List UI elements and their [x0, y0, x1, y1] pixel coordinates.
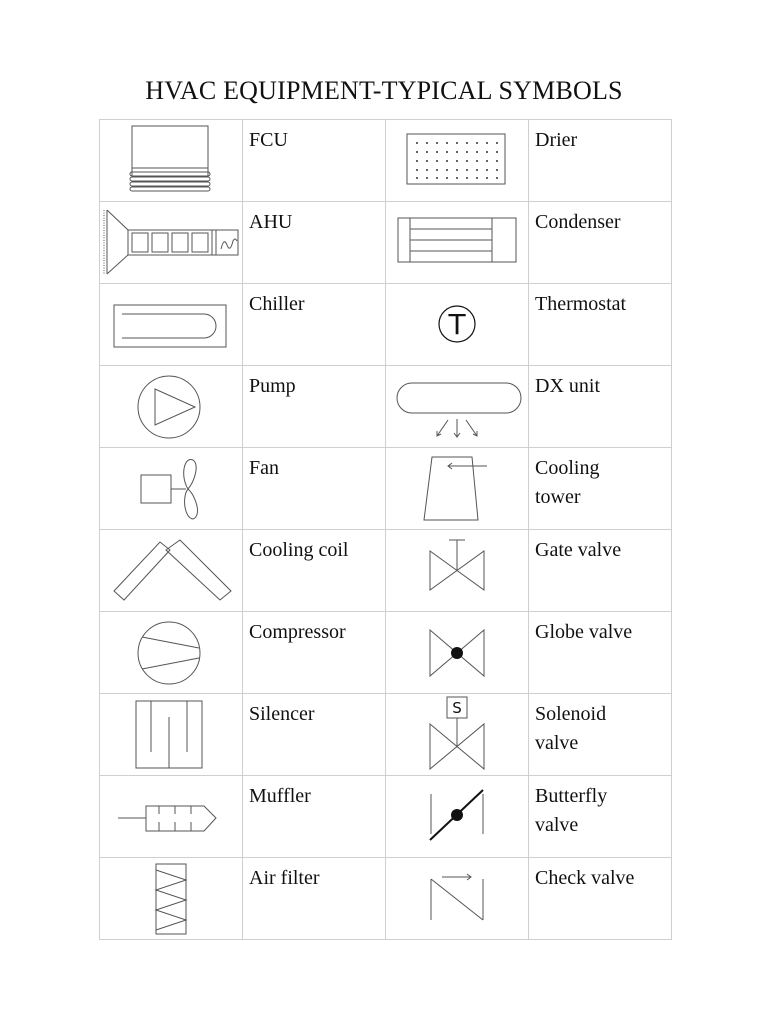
symbol-label: Air filter	[249, 867, 320, 889]
cooling-coil-icon	[100, 530, 242, 611]
label-cell	[529, 202, 672, 284]
symbol-cell	[100, 202, 243, 284]
table-row	[100, 366, 672, 448]
symbol-cell	[100, 612, 243, 694]
symbol-cell	[386, 202, 529, 284]
ahu-icon	[100, 202, 242, 283]
symbol-cell	[386, 776, 529, 858]
symbol-label: Silencer	[249, 703, 315, 725]
globe-valve-icon	[386, 612, 528, 693]
symbol-label: Drier	[535, 129, 578, 151]
butterfly-valve-icon	[386, 776, 528, 857]
symbol-cell	[100, 284, 243, 366]
symbol-label: Muffler	[249, 785, 311, 807]
label-cell	[243, 858, 386, 940]
table-row	[100, 694, 672, 776]
symbol-label: Fan	[249, 457, 279, 479]
label-cell	[243, 366, 386, 448]
fan-icon	[100, 448, 242, 529]
air-filter-icon	[100, 858, 242, 939]
symbol-label: Check valve	[535, 867, 635, 889]
symbol-label: Thermostat	[535, 293, 627, 315]
label-cell	[243, 448, 386, 530]
label-cell	[243, 530, 386, 612]
compressor-icon	[100, 612, 242, 693]
fcu-icon	[100, 120, 242, 201]
label-cell	[529, 776, 672, 858]
symbol-cell	[386, 612, 529, 694]
symbol-label: Solenoid valve	[535, 703, 607, 754]
thermostat-icon	[386, 284, 528, 365]
symbols-table	[99, 119, 672, 940]
cooling-tower-icon	[386, 448, 528, 529]
symbol-label: DX unit	[535, 375, 600, 397]
symbol-cell	[100, 530, 243, 612]
table-row	[100, 858, 672, 940]
label-cell	[243, 284, 386, 366]
symbol-cell	[386, 694, 529, 776]
page-title: HVAC EQUIPMENT-TYPICAL SYMBOLS	[145, 76, 623, 105]
dx-unit-icon	[386, 366, 528, 447]
solenoid-glyph: S	[452, 699, 462, 717]
label-cell	[243, 694, 386, 776]
symbol-cell	[386, 530, 529, 612]
label-cell	[529, 694, 672, 776]
symbol-cell	[100, 448, 243, 530]
drier-icon	[386, 120, 528, 201]
label-cell	[243, 202, 386, 284]
symbol-label: Butterfly valve	[535, 785, 608, 836]
symbol-cell	[386, 366, 529, 448]
pump-icon	[100, 366, 242, 447]
symbol-cell	[386, 284, 529, 366]
label-cell	[243, 776, 386, 858]
chiller-icon	[100, 284, 242, 365]
muffler-icon	[100, 776, 242, 857]
label-cell	[243, 120, 386, 202]
table-row	[100, 202, 672, 284]
symbol-label: Cooling coil	[249, 539, 349, 561]
symbol-cell	[386, 120, 529, 202]
symbol-label: Pump	[249, 375, 296, 397]
label-cell	[243, 612, 386, 694]
silencer-icon	[100, 694, 242, 775]
symbol-cell	[386, 448, 529, 530]
label-cell	[529, 448, 672, 530]
condenser-icon	[386, 202, 528, 283]
table-row	[100, 120, 672, 202]
thermostat-glyph: T	[448, 308, 466, 341]
label-cell	[529, 366, 672, 448]
symbol-label: Chiller	[249, 293, 305, 315]
symbol-cell	[386, 858, 529, 940]
symbol-label: AHU	[249, 211, 293, 233]
table-row	[100, 448, 672, 530]
check-valve-icon	[386, 858, 528, 939]
symbol-cell	[100, 366, 243, 448]
table-row	[100, 530, 672, 612]
table-row	[100, 612, 672, 694]
symbol-label: Cooling tower	[535, 457, 600, 508]
table-row	[100, 776, 672, 858]
symbol-label: Condenser	[535, 211, 621, 233]
symbol-cell	[100, 776, 243, 858]
symbol-label: Globe valve	[535, 621, 633, 643]
symbol-cell	[100, 120, 243, 202]
symbol-label: FCU	[249, 129, 288, 151]
symbol-label: Gate valve	[535, 539, 622, 561]
label-cell	[529, 284, 672, 366]
label-cell	[529, 530, 672, 612]
solenoid-valve-icon	[386, 694, 528, 775]
label-cell	[529, 612, 672, 694]
label-cell	[529, 858, 672, 940]
gate-valve-icon	[386, 530, 528, 611]
symbol-label: Compressor	[249, 621, 346, 643]
table-row	[100, 284, 672, 366]
symbol-cell	[100, 694, 243, 776]
symbol-cell	[100, 858, 243, 940]
label-cell	[529, 120, 672, 202]
